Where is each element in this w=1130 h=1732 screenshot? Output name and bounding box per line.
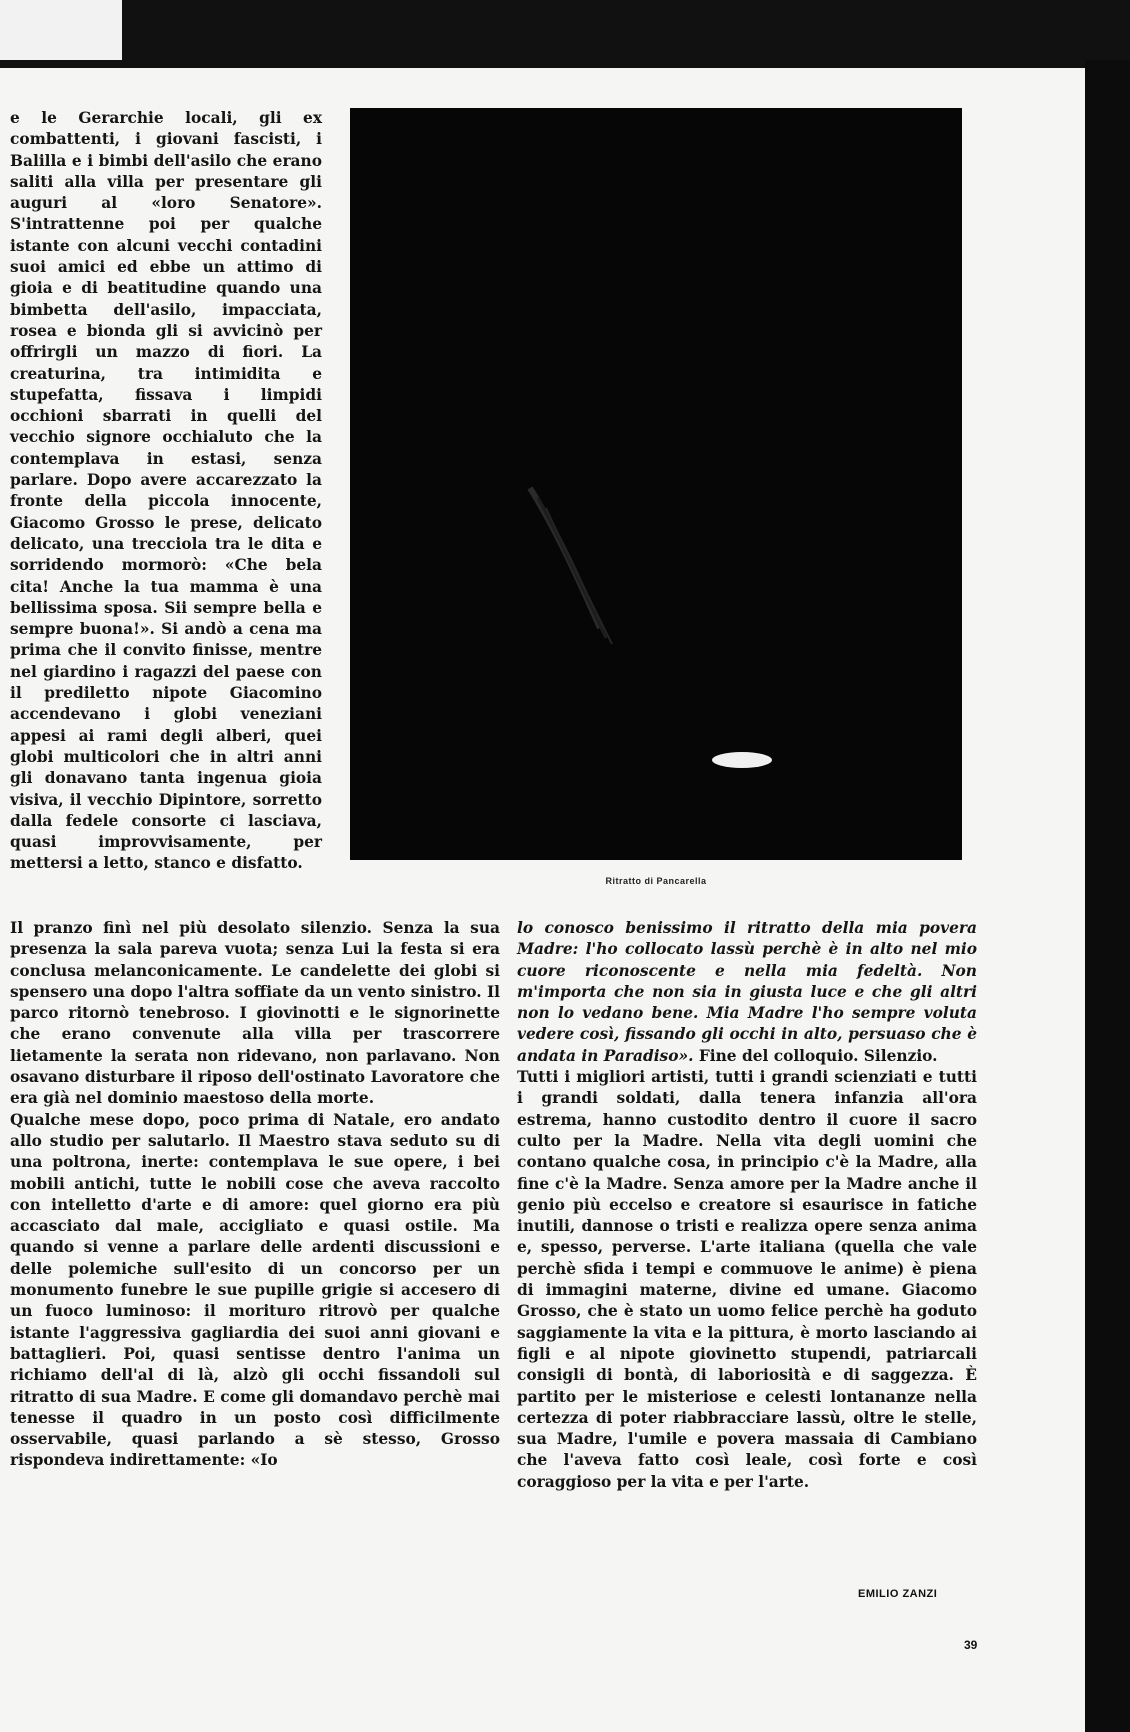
page-number: 39 — [964, 1638, 978, 1652]
portrait-photo — [350, 108, 962, 860]
right-paragraph: Tutti i migliori artisti, tutti i grandi scienziati e tutti i grandi soldati, dalla tenera infanzia all'ora estrema, hanno custodito dentro il cuore il sacro culto per la Madre. Nella vita degli uomini che contano qualche cosa, in principio c'è la Madre, alla fine c'è la Madre. Senza amore per la Madre anche il genio più eccelso e creatore si esaurisce in fatiche inutili, dannose o tristi e realizza opere senza anima e, spesso, perverse. L'arte italiana (quella che vale perchè sfida i tempi e commuove le anime) è piena di immagini materne, divine ed umane. Giacomo Grosso, che è stato un uomo felice perchè ha goduto saggiamente la vita e la pittura, è morto lasciando ai figli e al nipote giovinetto stupendi, patriarcali consigli di bontà, di laboriosità e di saggezza. È partito per le misteriose e celesti lontananze nella certezza di poter riabbracciare lassù, oltre le stelle, sua Madre, l'umile e povera massaia di Cambiano che l'aveva fatto così leale, così forte e così coraggioso per la vita e per l'arte. — [517, 1068, 977, 1491]
left-bottom-paragraph-1: Il pranzo finì nel più desolato silenzio. Senza la sua presenza la sala pareva vuota; senza Lui la festa si era conclusa melanconicamente. Le candelette dei globi si spensero una dopo l'altra soffiate da un vento sinistro. Il parco ritornò tenebroso. I giovinotti e le signorinette che erano convenute alla villa per trascorrere lietamente la serata non ridevano, non parlavano. Non osavano disturbare il riposo dell'ostinato Lavoratore che era già nel dominio maestoso della morte. — [10, 919, 500, 1108]
left-column-paragraph: e le Gerarchie locali, gli ex combattenti, i giovani fascisti, i Balilla e i bimbi dell'asilo che erano saliti alla villa per presentare gli auguri al «loro Senatore». S'intrattenne poi per qualche istante con alcuni vecchi contadini suoi amici ed ebbe un attimo di gioia e di beatitudine quando una bimbetta dell'asilo, impacciata, rosea e bionda gli si avvicinò per offrirgli un mazzo di fiori. La creaturina, tra intimidita e stupefatta, fissava i limpidi occhioni sbarrati in quelli del vecchio signore occhialuto che la contemplava in estasi, senza parlare. Dopo avere accarezzato la fronte della piccola innocente, Giacomo Grosso le prese, delicato delicato, una trecciola tra le dita e sorridendo mormorò: «Che bela cita! Anche la tua mamma è una bellissima sposa. Sii sempre bella e sempre buona!». Si andò a cena ma prima che il convito finisse, mentre nel giardino i ragazzi del paese con il prediletto nipote Giacomino accendevano i globi veneziani appesi ai rami degli alberi, quei globi multicolori che in altri anni gli donavano tanta ingenua gioia visiva, il vecchio Dipintore, sorretto dalla fedele consorte ci lasciava, quasi improvvisamente, per mettersi a letto, stanco e disfatto. — [10, 109, 322, 873]
quote-italic: lo conosco benissimo il ritratto della mia povera Madre: l'ho collocato lassù perchè è in alto nel mio cuore riconoscente e nella mia fedeltà. Non m'importa che non sia in giusta luce e che gli altri non lo vedano bene. Mia Madre l'ho sempre voluta vedere così, fissando gli occhi in alto, persuaso che è andata in Paradiso». — [517, 919, 977, 1065]
right-column — [517, 918, 977, 1493]
left-bottom-paragraph-2: Qualche mese dopo, poco prima di Natale, ero andato allo studio per salutarlo. Il Maestro stava seduto su di una poltrona, inerte: contemplava le sue opere, i bei mobili antichi, tutte le nobili cose che aveva raccolto con intelletto d'arte e di amore: quel giorno era più accasciato dal male, accigliato e quasi ostile. Ma quando si venne a parlare delle ardenti discussioni e delle polemiche sull'esito di un concorso per un monumento funebre le sue pupille grigie si accesero di un fuoco luminoso: il morituro ritrovò per qualche istante l'aggressiva gagliardia dei suoi anni giovani e battaglieri. Poi, quasi sentisse dentro l'anima un richiamo dell'al di là, alzò gli occhi fissandoli sul ritratto di sua Madre. E come gli domandavo perchè mai tenesse il quadro in un posto così difficilmente osservabile, quasi parlando a sè stesso, Grosso rispondeva indirettamente: «Io — [10, 1110, 500, 1470]
page-corner — [0, 0, 122, 60]
scan-edge — [1085, 60, 1130, 1732]
left-column-bottom — [10, 918, 500, 1472]
left-column — [10, 108, 322, 875]
right-quote-paragraph — [517, 918, 977, 1067]
author-signature: EMILIO ZANZI — [858, 1588, 938, 1600]
portrait-image — [350, 108, 962, 860]
photo-caption: Ritratto di Pancarella — [605, 876, 707, 886]
quote-tail: Fine del colloquio. Silenzio. — [693, 1046, 938, 1065]
